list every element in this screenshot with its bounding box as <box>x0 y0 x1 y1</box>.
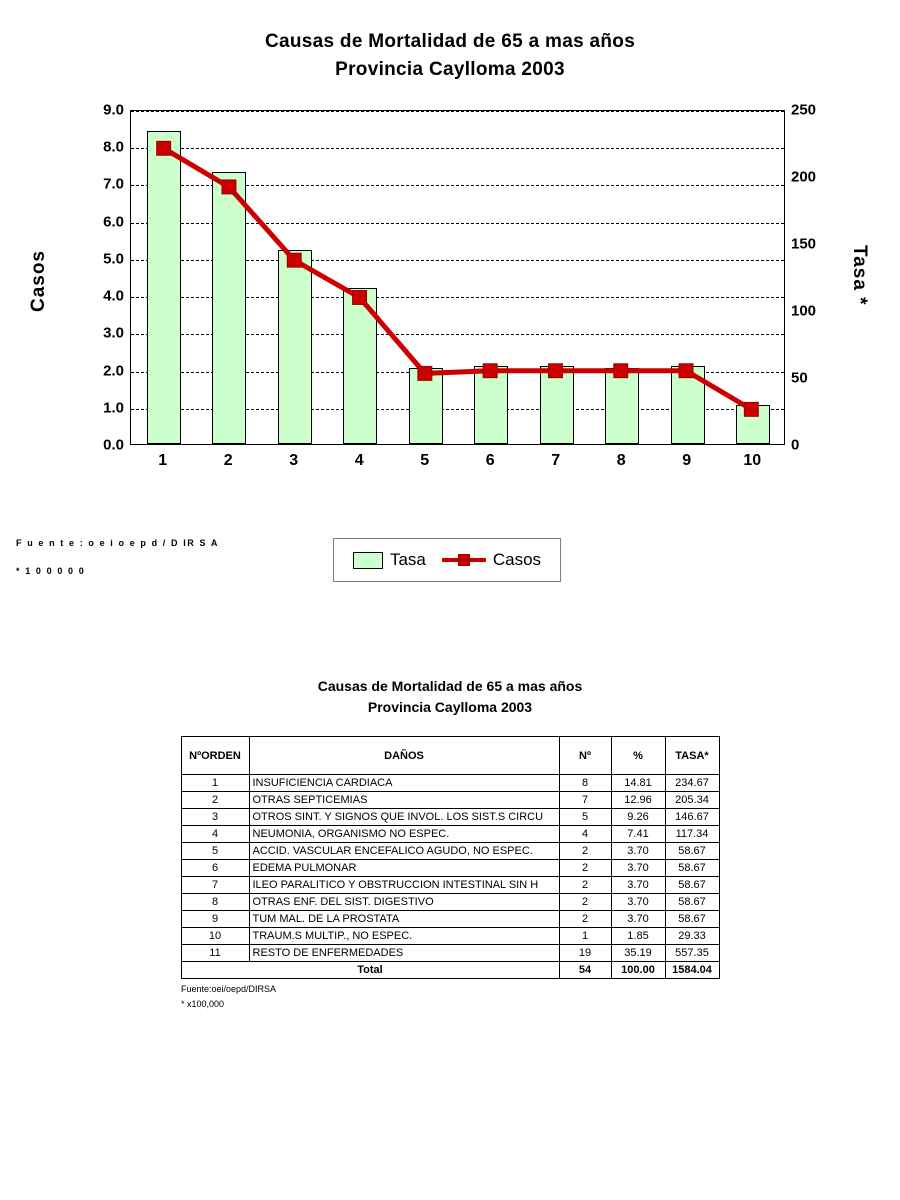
y-axis-right-tick: 200 <box>791 168 817 186</box>
legend-bar-swatch-icon <box>353 552 383 569</box>
cell-tasa: 234.67 <box>665 775 719 792</box>
y-axis-left-tick: 8.0 <box>103 138 124 156</box>
y-axis-left-tick: 7.0 <box>103 175 124 193</box>
cell-num: 2 <box>559 911 611 928</box>
cell-orden: 8 <box>181 894 249 911</box>
cell-tasa: 58.67 <box>665 894 719 911</box>
cell-pct: 9.26 <box>611 809 665 826</box>
y-axis-right-tick: 100 <box>791 302 817 320</box>
plot-area <box>130 110 785 445</box>
chart-title <box>0 28 900 83</box>
cell-tasa: 29.33 <box>665 928 719 945</box>
chart-title-line2: Provincia Caylloma 2003 <box>335 58 565 80</box>
table-total-row <box>181 962 719 979</box>
line-marker <box>418 366 432 380</box>
cell-tasa: 58.67 <box>665 877 719 894</box>
cell-pct: 3.70 <box>611 843 665 860</box>
cell-orden: 4 <box>181 826 249 843</box>
legend-label-tasa: Tasa <box>389 550 426 569</box>
cell-pct: 3.70 <box>611 877 665 894</box>
y-axis-left-tick: 0.0 <box>103 436 124 454</box>
y-axis-left-tick: 1.0 <box>103 399 124 417</box>
y-axis-right-tick: 0 <box>791 436 800 454</box>
table-row <box>181 809 719 826</box>
y-axis-right-tick: 150 <box>791 235 817 253</box>
cell-danos: OTRAS SEPTICEMIAS <box>249 792 559 809</box>
x-axis-tick: 6 <box>485 452 495 469</box>
col-header-orden: NºORDEN <box>181 737 249 775</box>
table-title-line1: Causas de Mortalidad de 65 a mas años <box>317 678 583 694</box>
cell-danos: TRAUM.S MULTIP., NO ESPEC. <box>249 928 559 945</box>
line-marker <box>548 364 562 378</box>
cell-danos: RESTO DE ENFERMEDADES <box>249 945 559 962</box>
cell-pct: 3.70 <box>611 894 665 911</box>
cell-num: 2 <box>559 894 611 911</box>
cell-orden: 7 <box>181 877 249 894</box>
cell-danos: ACCID. VASCULAR ENCEFALICO AGUDO, NO ESPEC. <box>249 843 559 860</box>
chart-legend <box>333 538 561 582</box>
y-axis-left-tick: 5.0 <box>103 250 124 268</box>
cell-pct: 1.85 <box>611 928 665 945</box>
x-axis-tick: 10 <box>743 452 762 469</box>
x-axis-tick: 9 <box>682 452 692 469</box>
table-row <box>181 911 719 928</box>
x-axis-tick: 7 <box>551 452 561 469</box>
y-axis-right-tick: 50 <box>791 369 808 387</box>
table-row <box>181 826 719 843</box>
line-marker <box>483 364 497 378</box>
legend-label-casos: Casos <box>492 550 542 569</box>
legend-item-tasa[interactable] <box>353 550 426 570</box>
x-axis-tick: 1 <box>158 452 168 469</box>
y-axis-left-tick: 6.0 <box>103 213 124 231</box>
cell-total-num: 54 <box>559 962 611 979</box>
line-marker <box>744 402 758 416</box>
cell-orden: 5 <box>181 843 249 860</box>
cell-danos: NEUMONIA, ORGANISMO NO ESPEC. <box>249 826 559 843</box>
cell-pct: 14.81 <box>611 775 665 792</box>
chart-source-note-2: * 1 0 0 0 0 0 <box>16 566 86 576</box>
cell-orden: 3 <box>181 809 249 826</box>
y-axis-left-tick: 9.0 <box>103 101 124 119</box>
x-axis-tick: 8 <box>616 452 626 469</box>
line-series <box>131 111 784 444</box>
cell-danos: OTROS SINT. Y SIGNOS QUE INVOL. LOS SIST.S CIRCU <box>249 809 559 826</box>
table-row <box>181 945 719 962</box>
table-row <box>181 775 719 792</box>
cell-danos: ILEO PARALITICO Y OBSTRUCCION INTESTINAL SIN H <box>249 877 559 894</box>
cell-num: 2 <box>559 843 611 860</box>
cell-total-label: Total <box>181 962 559 979</box>
cell-tasa: 117.34 <box>665 826 719 843</box>
table-source-note: Fuente:oei/oepd/DIRSA <box>181 984 277 994</box>
cell-tasa: 146.67 <box>665 809 719 826</box>
cell-tasa: 58.67 <box>665 911 719 928</box>
mortality-table <box>181 736 720 979</box>
y-axis-right-ticks <box>791 101 841 454</box>
cell-num: 4 <box>559 826 611 843</box>
cell-danos: TUM MAL. DE LA PROSTATA <box>249 911 559 928</box>
cell-total-pct: 100.00 <box>611 962 665 979</box>
table-row <box>181 792 719 809</box>
table-title <box>0 676 900 718</box>
legend-item-casos[interactable] <box>442 550 541 570</box>
col-header-porcentaje: % <box>611 737 665 775</box>
line-marker <box>287 253 301 267</box>
table-row <box>181 928 719 945</box>
line-path <box>164 148 752 409</box>
col-header-numero: Nº <box>559 737 611 775</box>
y-axis-left-tick: 3.0 <box>103 324 124 342</box>
cell-pct: 12.96 <box>611 792 665 809</box>
col-header-tasa: TASA* <box>665 737 719 775</box>
cell-orden: 2 <box>181 792 249 809</box>
cell-pct: 3.70 <box>611 860 665 877</box>
table-title-line2: Provincia Caylloma 2003 <box>367 699 533 715</box>
chart-title-line1: Causas de Mortalidad de 65 a mas años <box>264 31 636 52</box>
cell-tasa: 557.35 <box>665 945 719 962</box>
x-axis-tick: 2 <box>223 452 233 469</box>
line-marker <box>614 364 628 378</box>
line-marker <box>157 141 171 155</box>
cell-orden: 11 <box>181 945 249 962</box>
table-row <box>181 860 719 877</box>
chart-source-note: F u e n t e : o e i o e p d / D IR S A <box>16 538 219 548</box>
y-axis-right-tick: 250 <box>791 101 817 119</box>
cell-num: 5 <box>559 809 611 826</box>
plot-wrapper <box>0 100 900 500</box>
x-axis-ticks <box>130 452 785 476</box>
y-axis-left-tick: 4.0 <box>103 287 124 305</box>
cell-orden: 9 <box>181 911 249 928</box>
cell-num: 2 <box>559 877 611 894</box>
cell-total-tasa: 1584.04 <box>665 962 719 979</box>
cell-tasa: 58.67 <box>665 860 719 877</box>
x-axis-tick: 3 <box>289 452 299 469</box>
table-header-row <box>181 737 719 775</box>
cell-orden: 1 <box>181 775 249 792</box>
table-panel <box>0 676 900 1009</box>
cell-danos: INSUFICIENCIA CARDIACA <box>249 775 559 792</box>
cell-pct: 3.70 <box>611 911 665 928</box>
table-row <box>181 843 719 860</box>
x-axis-tick: 4 <box>354 452 364 469</box>
col-header-danos: DAÑOS <box>249 737 559 775</box>
cell-num: 2 <box>559 860 611 877</box>
y-axis-left-ticks <box>76 101 124 454</box>
cell-tasa: 58.67 <box>665 843 719 860</box>
cell-num: 7 <box>559 792 611 809</box>
legend-line-marker-icon <box>442 552 486 568</box>
line-marker <box>353 291 367 305</box>
table-body <box>181 775 719 979</box>
x-axis-tick: 5 <box>420 452 430 469</box>
cell-num: 1 <box>559 928 611 945</box>
table-row <box>181 877 719 894</box>
y-axis-right-title: Tasa * <box>848 245 870 306</box>
table-source-note-2: * x100,000 <box>181 999 225 1009</box>
cell-orden: 6 <box>181 860 249 877</box>
table-source-notes <box>181 984 719 1009</box>
cell-pct: 35.19 <box>611 945 665 962</box>
y-axis-left-title: Casos <box>28 250 49 313</box>
cell-num: 8 <box>559 775 611 792</box>
table-row <box>181 894 719 911</box>
cell-orden: 10 <box>181 928 249 945</box>
cell-pct: 7.41 <box>611 826 665 843</box>
cell-num: 19 <box>559 945 611 962</box>
cell-tasa: 205.34 <box>665 792 719 809</box>
cell-danos: EDEMA PULMONAR <box>249 860 559 877</box>
y-axis-left-tick: 2.0 <box>103 362 124 380</box>
line-marker <box>222 180 236 194</box>
cell-danos: OTRAS ENF. DEL SIST. DIGESTIVO <box>249 894 559 911</box>
line-marker <box>679 364 693 378</box>
